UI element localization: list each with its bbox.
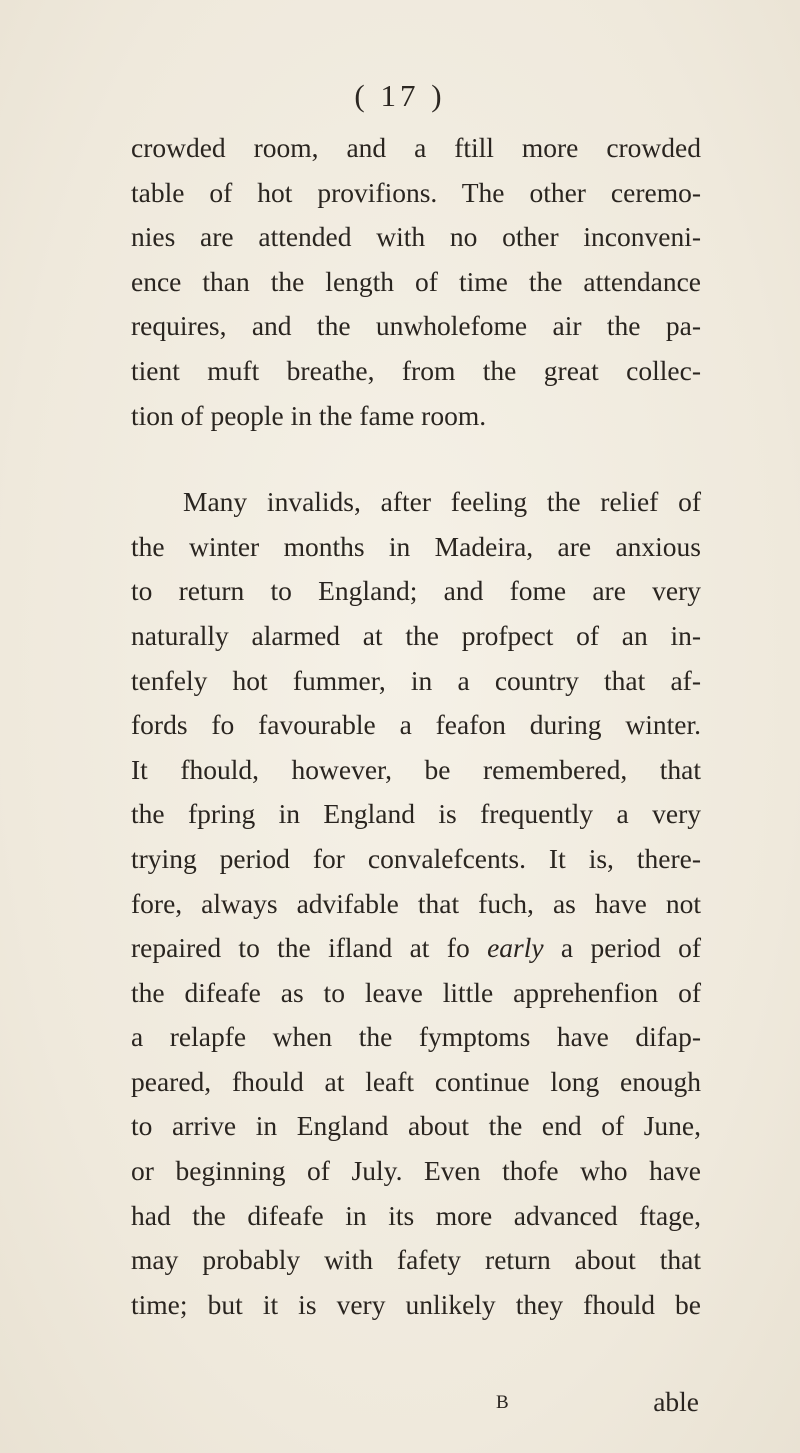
body-text <box>131 126 701 1327</box>
text-line: fords fo favourable a feafon during winter. <box>131 709 701 741</box>
text-line: may probably with fafety return about that <box>131 1244 701 1276</box>
text-line: nies are attended with no other inconveni- <box>131 221 701 253</box>
text-line: to arrive in England about the end of June, <box>131 1110 701 1142</box>
text-line: the difeafe as to leave little apprehenfion of <box>131 976 701 1008</box>
signature-mark: B <box>496 1392 510 1413</box>
text-line: tenfely hot fummer, in a country that af- <box>131 664 701 696</box>
text-line: the fpring in England is frequently a very <box>131 798 701 830</box>
page-number: ( 17 ) <box>354 78 446 113</box>
text-line: table of hot provifions. The other ceremo- <box>131 176 701 208</box>
text-line: requires, and the unwholefome air the pa- <box>131 310 701 342</box>
page-footer <box>131 1388 701 1428</box>
text-line: crowded room, and a ftill more crowded <box>131 132 701 163</box>
italic-word: early <box>487 932 544 964</box>
text-line: ence than the length of time the attendance <box>131 265 701 297</box>
text-line: to return to England; and fome are very <box>131 575 701 607</box>
paragraph-1 <box>131 126 701 438</box>
paragraph-spacer <box>131 438 701 480</box>
text-line: peared, fhould at leaft continue long enough <box>131 1065 701 1097</box>
text-line: It fhould, however, be remembered, that <box>131 753 701 785</box>
text-line: or beginning of July. Even thofe who have <box>131 1155 701 1187</box>
text-line: a relapfe when the fymptoms have difap- <box>131 1021 701 1053</box>
text-segment: repaired to the ifland at fo <box>131 932 488 964</box>
paragraph-2 <box>131 480 701 1327</box>
text-line: tion of people in the fame room. <box>131 399 487 431</box>
text-line: the winter months in Madeira, are anxious <box>131 530 701 562</box>
text-line: fore, always advifable that fuch, as have not <box>131 887 701 919</box>
text-line-with-italic <box>131 926 701 971</box>
catchword: able <box>653 1386 699 1417</box>
text-line: time; but it is very unlikely they fhould be <box>131 1288 701 1320</box>
text-line: trying period for convalefcents. It is, there- <box>131 842 701 874</box>
text-segment: a period of <box>543 932 701 964</box>
text-line: had the difeafe in its more advanced ftage, <box>131 1199 701 1231</box>
text-line: Many invalids, after feeling the relief of <box>183 486 701 518</box>
text-line: tient muft breathe, from the great collec- <box>131 354 701 386</box>
text-line: naturally alarmed at the profpect of an in- <box>131 619 701 651</box>
